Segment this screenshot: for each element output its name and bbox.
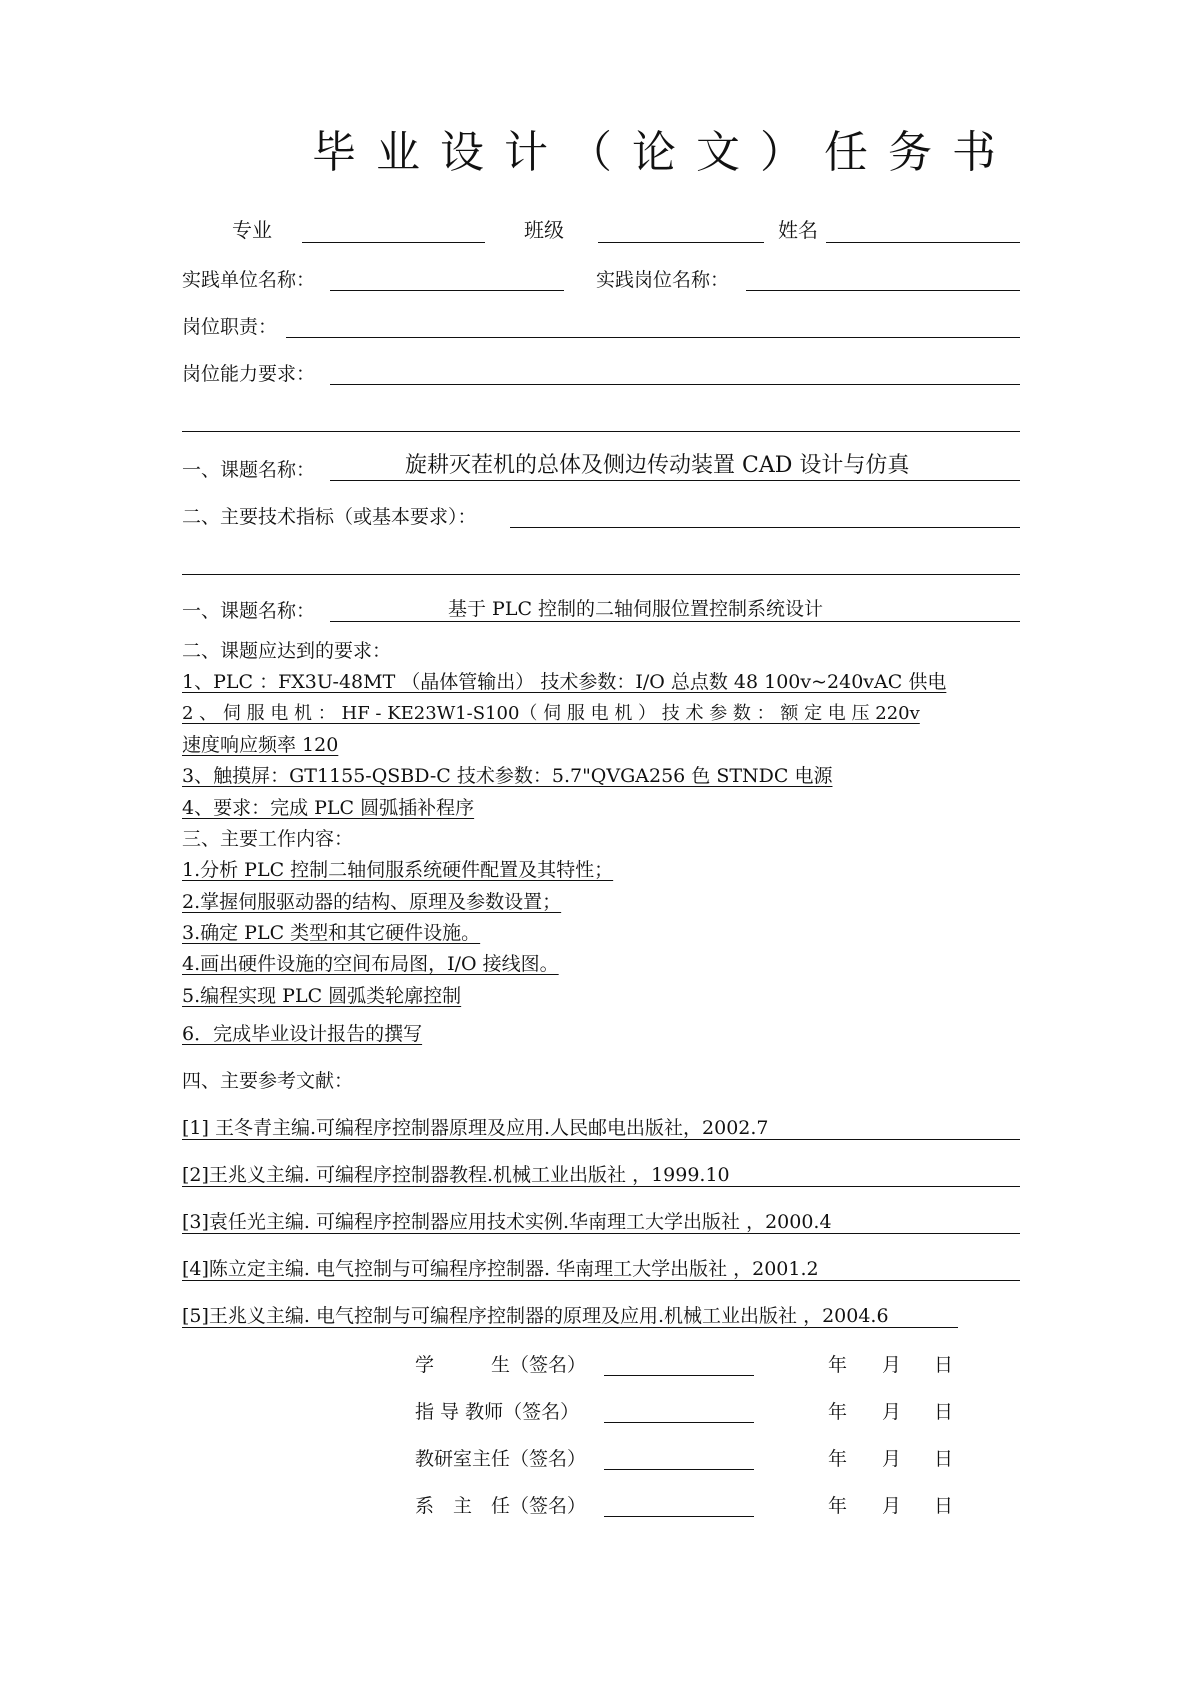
signature-year: 年	[828, 1495, 848, 1517]
work-item: 3.确定 PLC 类型和其它硬件设施。	[182, 922, 481, 944]
signature-month: 月	[882, 1401, 902, 1423]
reference-line	[182, 1233, 1020, 1234]
tech-line[interactable]	[510, 527, 1020, 528]
signature-day: 日	[934, 1354, 954, 1376]
topic-value-2: 基于 PLC 控制的二轴伺服位置控制系统设计	[448, 598, 824, 620]
signature-month: 月	[882, 1448, 902, 1470]
reference-item: [2]王兆义主编. 可编程序控制器教程.机械工业出版社 ，1999.10	[182, 1164, 730, 1186]
signature-year: 年	[828, 1448, 848, 1470]
topic-line-2	[330, 621, 1020, 622]
signature-role: 系 主 任（签名）	[415, 1495, 587, 1517]
signature-role: 学 生（签名）	[415, 1354, 587, 1376]
work-item: 5.编程实现 PLC 圆弧类轮廓控制	[182, 985, 462, 1007]
practice-unit-label: 实践单位名称：	[182, 269, 316, 291]
major-label: 专业	[232, 218, 272, 242]
post-duty-label: 岗位职责：	[182, 316, 278, 338]
practice-post-label: 实践岗位名称：	[596, 269, 730, 291]
signature-month: 月	[882, 1495, 902, 1517]
topic-label-1: 一、课题名称：	[182, 459, 316, 481]
signature-role: 指 导 教师（签名）	[415, 1401, 580, 1423]
practice-post-line[interactable]	[746, 290, 1020, 291]
signature-line[interactable]	[604, 1516, 754, 1517]
work-item: 1.分析 PLC 控制二轴伺服系统硬件配置及其特性；	[182, 859, 614, 881]
reference-line	[182, 1186, 1020, 1187]
practice-unit-line[interactable]	[330, 290, 564, 291]
requirement-item: 3、触摸屏：GT1155-QSBD-C 技术参数：5.7"QVGA256 色 STNDC 电源	[182, 765, 833, 787]
reference-line	[182, 1139, 1020, 1140]
major-field-line[interactable]	[302, 242, 485, 243]
reference-line	[182, 1327, 958, 1328]
post-duty-line[interactable]	[286, 337, 1020, 338]
requirements-label: 二、课题应达到的要求：	[182, 640, 392, 662]
post-ability-line-2[interactable]	[182, 431, 1020, 432]
work-label: 三、主要工作内容：	[182, 828, 354, 850]
post-ability-label: 岗位能力要求：	[182, 363, 316, 385]
requirement-item: 速度响应频率 120	[182, 734, 339, 756]
signature-month: 月	[882, 1354, 902, 1376]
topic-label-2: 一、课题名称：	[182, 600, 316, 622]
signature-line[interactable]	[604, 1422, 754, 1423]
requirement-item: 1、PLC ：FX3U-48MT （晶体管输出） 技术参数：I/O 总点数 48 100v~240vAC 供电	[182, 671, 947, 693]
topic-line-1	[330, 480, 1020, 481]
signature-role: 教研室主任（签名）	[415, 1448, 587, 1470]
class-field-line[interactable]	[598, 242, 764, 243]
reference-line	[182, 1280, 1020, 1281]
tech-line-2[interactable]	[182, 574, 1020, 575]
signature-year: 年	[828, 1354, 848, 1376]
work-item: 4.画出硬件设施的空间布局图，I/O 接线图。	[182, 953, 559, 975]
signature-line[interactable]	[604, 1469, 754, 1470]
references-label: 四、主要参考文献：	[182, 1070, 354, 1092]
name-label: 姓名	[778, 218, 818, 242]
post-ability-line[interactable]	[330, 384, 1020, 385]
class-label: 班级	[524, 218, 564, 242]
work-item: 2.掌握伺服驱动器的结构、原理及参数设置；	[182, 891, 562, 913]
requirement-item: 4、要求：完成 PLC 圆弧插补程序	[182, 797, 475, 819]
reference-item: [4]陈立定主编. 电气控制与可编程序控制器. 华南理工大学出版社 ，2001.2	[182, 1258, 819, 1280]
signature-day: 日	[934, 1495, 954, 1517]
reference-item: [3]袁任光主编. 可编程序控制器应用技术实例.华南理工大学出版社 ，2000.4	[182, 1211, 832, 1233]
signature-day: 日	[934, 1448, 954, 1470]
reference-item: [5]王兆义主编. 电气控制与可编程序控制器的原理及应用.机械工业出版社 ，2004.6	[182, 1305, 889, 1327]
page-title: 毕业设计（论文）任务书	[312, 127, 1016, 178]
signature-line[interactable]	[604, 1375, 754, 1376]
signature-day: 日	[934, 1401, 954, 1423]
signature-year: 年	[828, 1401, 848, 1423]
tech-label: 二、主要技术指标（或基本要求）：	[182, 506, 477, 528]
reference-item: [1] 王冬青主编.可编程序控制器原理及应用.人民邮电出版社，2002.7	[182, 1117, 769, 1139]
topic-value-1: 旋耕灭茬机的总体及侧边传动装置 CAD 设计与仿真	[405, 453, 910, 478]
requirement-item: 2 、 伺 服 电 机 ： HF - KE23W1-S100（ 伺 服 电 机 ） 技 术 参 数 ： 额 定 电 压 220v	[182, 703, 920, 724]
work-item: 6．完成毕业设计报告的撰写	[182, 1023, 423, 1045]
name-field-line[interactable]	[826, 242, 1020, 243]
